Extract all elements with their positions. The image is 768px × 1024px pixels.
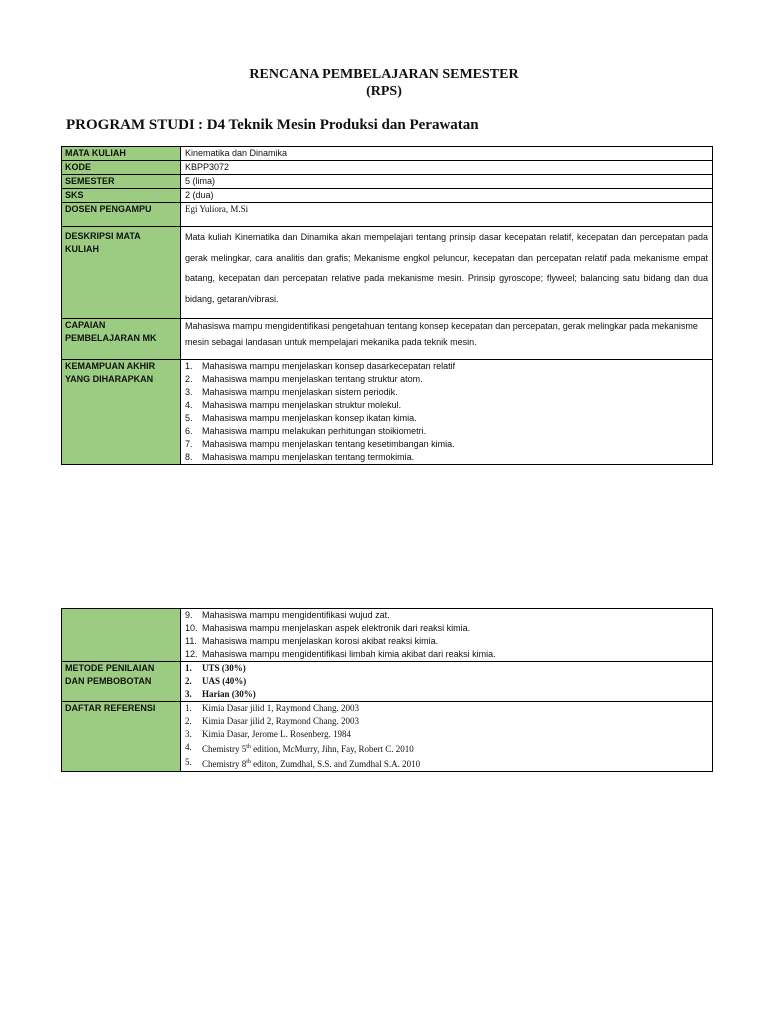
list-item: 3. Kimia Dasar, Jerome L. Rosenberg. 1984 [185, 729, 351, 739]
value-kode: KBPP3072 [181, 161, 713, 175]
row-semester [62, 175, 713, 189]
list-item: 1. UTS (30%) [185, 663, 246, 673]
program-studi-label: PROGRAM STUDI [66, 117, 195, 133]
value-dosen-pengampu: Egi Yuliora, M.Si [181, 203, 713, 227]
list-item: 4. Chemistry 5th edition, McMurry, Jihn, Fay, Robert C. 2010 [185, 742, 414, 754]
list-item: 8. Mahasiswa mampu menjelaskan tentang termokimia. [185, 452, 415, 462]
row-dosen [62, 203, 713, 227]
list-item: 6. Mahasiswa mampu melakukan perhitungan stoikiometri. [185, 426, 427, 436]
document-subtitle: (RPS) [366, 84, 402, 99]
value-deskripsi: Mata kuliah Kinematika dan Dinamika akan mempelajari tentang prinsip dasar kecepatan relatif, kecepatan dan percepatan pada gerak melingkar, cara analitis dan grafis; Mekanisme engkol peluncur, kecepatan dan percepatan relatif pada mekanisme empat batang, kecepatan dan percepatan relative pada mekanisme mesin. Prinsip gyroscope; flyweel; balancing satu bidang dan dua bidang, getaran/vibrasi. [181, 227, 713, 319]
label-referensi: DAFTAR REFERENSI [62, 702, 181, 772]
label-mata-kuliah: MATA KULIAH [62, 147, 181, 161]
list-item: 12. Mahasiswa mampu mengidentifikasi limbah kimia akibat dari reaksi kimia. [185, 649, 496, 659]
value-kemampuan-lanjutan [181, 609, 713, 662]
label-dosen-pengampu: DOSEN PENGAMPU [62, 203, 181, 227]
rps-table-2 [61, 608, 713, 772]
list-item: 5. Mahasiswa mampu menjelaskan konsep ikatan kimia. [185, 413, 417, 423]
label-kemampuan: KEMAMPUAN AKHIR YANG DIHARAPKAN [62, 360, 181, 465]
label-semester: SEMESTER [62, 175, 181, 189]
list-item: 1. Kimia Dasar jilid 1, Raymond Chang. 2003 [185, 703, 359, 713]
rps-table-1 [61, 146, 713, 465]
program-studi-value: : D4 Teknik Mesin Produksi dan Perawatan [198, 117, 479, 133]
label-kode: KODE [62, 161, 181, 175]
row-kode [62, 161, 713, 175]
row-deskripsi [62, 227, 713, 319]
row-sks [62, 189, 713, 203]
value-sks: 2 (dua) [181, 189, 713, 203]
row-mata-kuliah [62, 147, 713, 161]
referensi-list [185, 702, 708, 771]
metode-list [185, 662, 708, 701]
label-metode: METODE PENILAIAN DAN PEMBOBOTAN [62, 662, 181, 702]
list-item: 2. Mahasiswa mampu menjelaskan tentang struktur atom. [185, 374, 423, 384]
document-title: RENCANA PEMBELAJARAN SEMESTER [249, 67, 519, 82]
value-mata-kuliah: Kinematika dan Dinamika [181, 147, 713, 161]
row-kemampuan [62, 360, 713, 465]
label-capaian: CAPAIAN PEMBELAJARAN MK [62, 319, 181, 360]
list-item: 7. Mahasiswa mampu menjelaskan tentang kesetimbangan kimia. [185, 439, 455, 449]
list-item: 2. UAS (40%) [185, 676, 247, 686]
label-sks: SKS [62, 189, 181, 203]
row-capaian [62, 319, 713, 360]
list-item: 2. Kimia Dasar jilid 2, Raymond Chang. 2003 [185, 716, 359, 726]
list-item: 4. Mahasiswa mampu menjelaskan struktur molekul. [185, 400, 402, 410]
row-metode [62, 662, 713, 702]
value-kemampuan [181, 360, 713, 465]
label-empty [62, 609, 181, 662]
value-capaian: Mahasiswa mampu mengidentifikasi pengetahuan tentang konsep kecepatan dan percepatan, gerak melingkar pada mekanisme mesin sebagai landasan untuk mempelajari mekanika pada teknik mesin. [181, 319, 713, 360]
row-kemampuan-lanjutan [62, 609, 713, 662]
list-item: 5. Chemistry 8th editon, Zumdhal, S.S. and Zumdhal S.A. 2010 [185, 757, 421, 769]
label-deskripsi: DESKRIPSI MATA KULIAH [62, 227, 181, 319]
list-item: 9. Mahasiswa mampu mengidentifikasi wujud zat. [185, 610, 390, 620]
list-item: 11. Mahasiswa mampu menjelaskan korosi akibat reaksi kimia. [185, 636, 439, 646]
row-referensi [62, 702, 713, 772]
value-semester: 5 (lima) [181, 175, 713, 189]
list-item: 10. Mahasiswa mampu menjelaskan aspek elektronik dari reaksi kimia. [185, 623, 471, 633]
kemampuan-list [185, 360, 708, 464]
list-item: 3. Mahasiswa mampu menjelaskan sistem periodik. [185, 387, 398, 397]
value-metode [181, 662, 713, 702]
value-referensi [181, 702, 713, 772]
program-studi [66, 117, 479, 134]
kemampuan-lanjutan-list [185, 609, 708, 661]
list-item: 3. Harian (30%) [185, 689, 256, 699]
list-item: 1. Mahasiswa mampu menjelaskan konsep dasarkecepatan relatif [185, 361, 456, 371]
